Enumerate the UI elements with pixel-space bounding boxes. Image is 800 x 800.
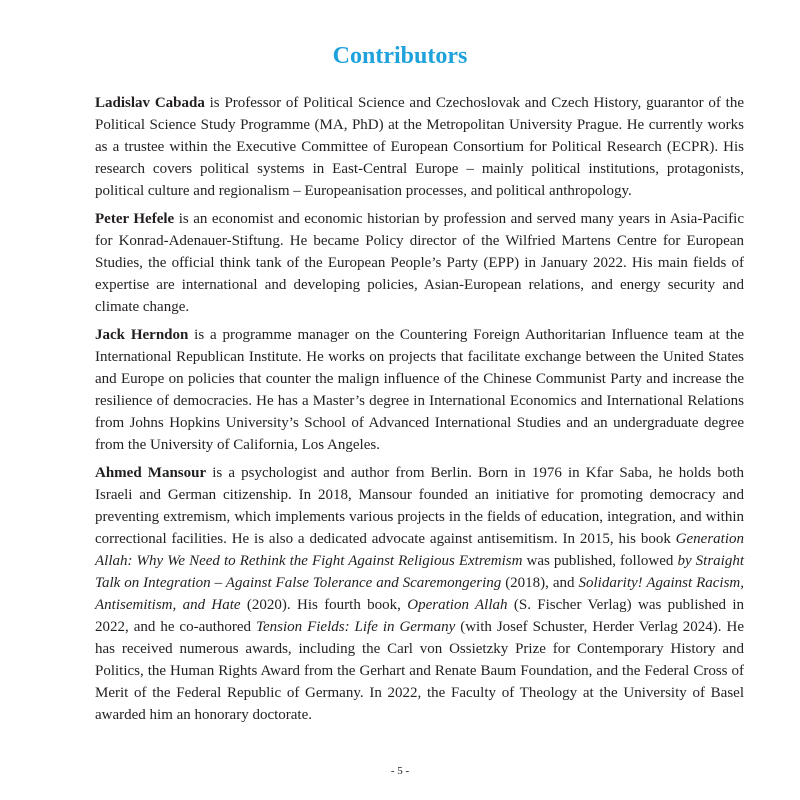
contributor-entry-herndon <box>95 324 744 456</box>
contributor-bio: (2020). His fourth book, <box>240 597 408 613</box>
book-title: Solidarity! Against Racism, Antisemitism, and Hate <box>95 575 744 613</box>
contributor-bio: is a psychologist and author from Berlin. Born in 1976 in Kfar Saba, he holds both Israeli and German citizenship. In 2018, Mansour founded an initiative for promoting democracy and preventing extremism, which implements various projects in the fields of education, integration, and within correctional facilities. He is also a dedicated advocate against antisemitism. In 2015, his book <box>95 465 744 547</box>
contributor-name: Jack Herndon <box>95 327 189 343</box>
contributor-bio: (2018), and <box>501 575 579 591</box>
contributor-entry-mansour <box>95 462 744 726</box>
book-title: by Straight Talk on Integration – Against False Tolerance and Scaremongering <box>95 553 744 591</box>
contributors-list <box>95 92 744 732</box>
contributor-bio: (with Josef Schuster, Herder Verlag 2024). He has received numerous awards, including the Carl von Ossietzky Prize for Contemporary History and Politics, the Human Rights Award from the Gerhart and Renate Baum Foundation, and the Federal Cross of Merit of the Federal Republic of Germany. In 2022, the Faculty of Theology at the University of Basel awarded him an honorary doctorate. <box>95 619 744 723</box>
contributor-entry-hefele <box>95 208 744 318</box>
contributor-name: Ahmed Mansour <box>95 465 207 481</box>
contributor-entry-cabada <box>95 92 744 202</box>
book-title: Generation Allah: Why We Need to Rethink the Fight Against Religious Extremism <box>95 531 744 569</box>
contributor-name: Peter Hefele <box>95 211 175 227</box>
book-title: Operation Allah <box>407 597 508 613</box>
page-title: Contributors <box>332 43 468 69</box>
contributor-bio: (S. Fischer Verlag) was published in 2022, and he co-authored <box>95 597 744 635</box>
contributor-bio: is an economist and economic historian by profession and served many years in Asia-Pacific for Konrad-Adenauer-Stiftung. He became Policy director of the Wilfried Martens Centre for European Studies, the official think tank of the European People’s Party (EPP) in January 2022. His main fields of expertise are international and developing policies, Asian-European relations, and energy security and climate change. <box>95 211 744 315</box>
contributor-bio: was published, followed <box>522 553 678 569</box>
contributor-bio: is Professor of Political Science and Czechoslovak and Czech History, guarantor of the Political Science Study Programme (MA, PhD) at the Metropolitan University Prague. He currently works as a trustee within the Executive Committee of European Consortium for Political Research (ECPR). His research covers political systems in East-Central Europe – mainly political institutions, protagonists, political culture and regionalism – Europeanisation processes, and political anthropology. <box>95 95 744 199</box>
book-title: Tension Fields: Life in Germany <box>256 619 456 635</box>
contributor-name: Ladislav Cabada <box>95 95 205 111</box>
page-number: - 5 - <box>390 765 410 777</box>
contributor-bio: is a programme manager on the Countering Foreign Authoritarian Influence team at the International Republican Institute. He works on projects that facilitate exchange between the United States and Europe on policies that counter the malign influence of the Chinese Communist Party and increase the resilience of democracies. He has a Master’s degree in International Economics and International Relations from Johns Hopkins University’s School of Advanced International Studies and an undergraduate degree from the University of California, Los Angeles. <box>95 327 744 453</box>
